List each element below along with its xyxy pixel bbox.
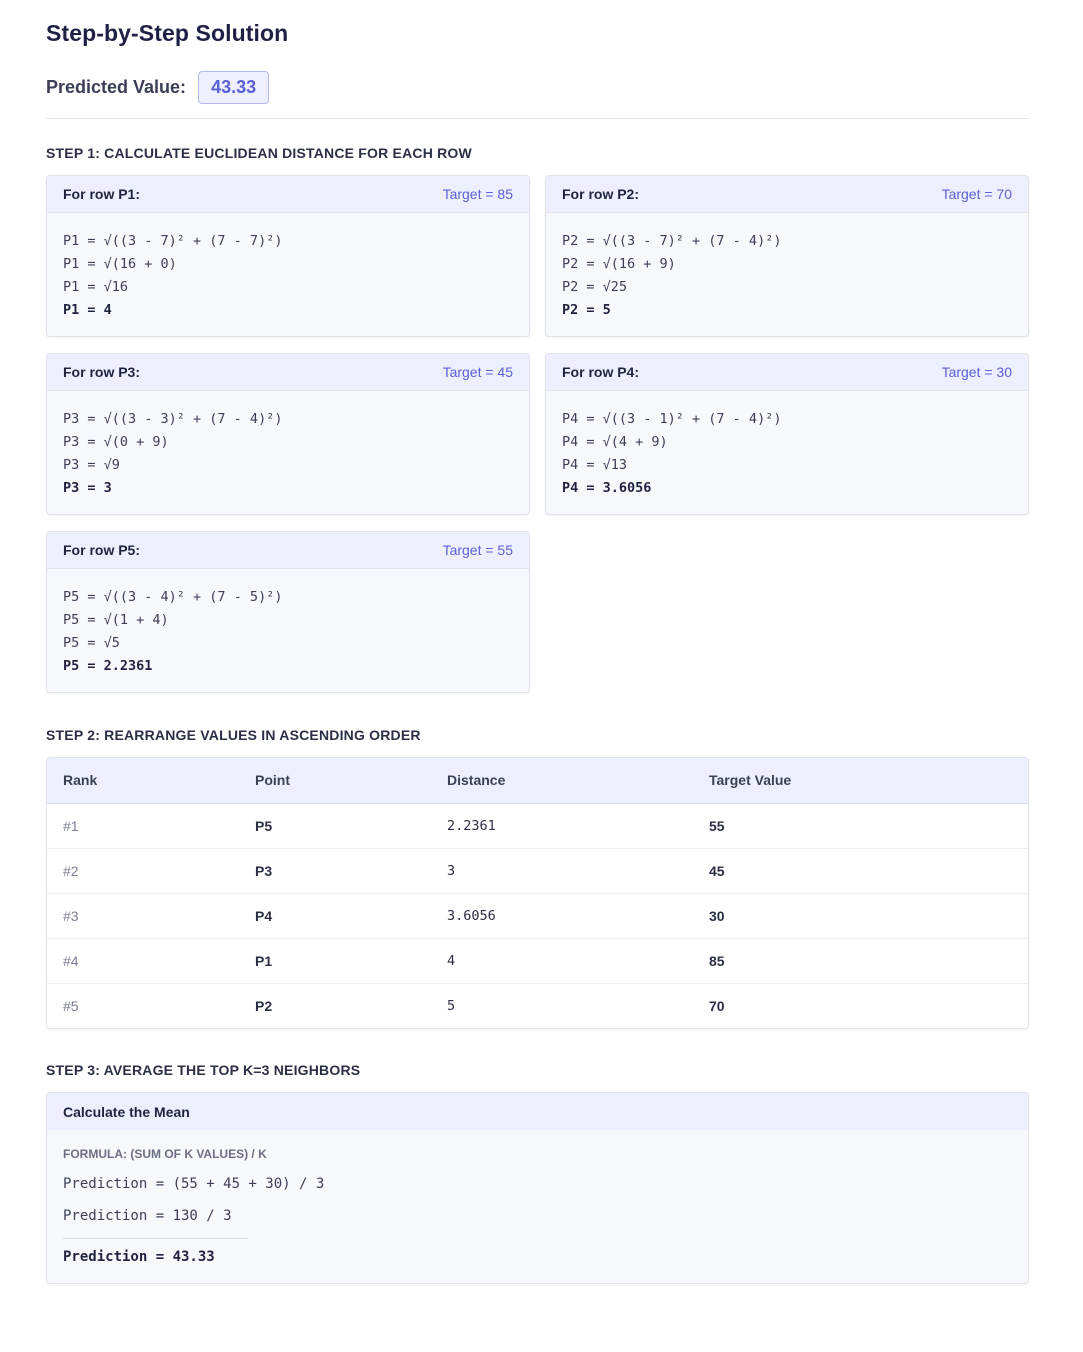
rank-cell: #1: [63, 817, 79, 834]
target-cell: 85: [693, 938, 1028, 983]
mean-card-title: Calculate the Mean: [63, 1103, 190, 1120]
card-title: For row P5:: [63, 542, 141, 558]
calc-line: P2 = √(16 + 9): [562, 256, 676, 272]
target-cell: 45: [693, 848, 1028, 893]
card-header: [47, 176, 529, 213]
card-header: [47, 532, 529, 569]
table-row: [47, 893, 1028, 938]
calc-line: P3 = √((3 - 3)² + (7 - 4)²): [63, 411, 283, 427]
calc-line: P2 = √((3 - 7)² + (7 - 4)²): [562, 233, 782, 249]
distance-cell: 4: [431, 938, 693, 983]
prediction-line-1: Prediction = (55 + 45 + 30) / 3: [63, 1176, 325, 1192]
calc-line: P3 = √(0 + 9): [63, 434, 169, 450]
target-cell: 55: [709, 817, 725, 834]
calc-line: P4 = √((3 - 1)² + (7 - 4)²): [562, 411, 782, 427]
distance-card-p2: [545, 175, 1029, 337]
formula-label: FORMULA: (SUM OF K VALUES) / K: [63, 1147, 267, 1161]
distance-cell: 5: [431, 983, 693, 1028]
calc-result: P5 = 2.2361: [63, 658, 153, 674]
table-row: [47, 803, 1028, 848]
predicted-value-label: Predicted Value:: [46, 77, 187, 97]
card-body: [47, 391, 529, 500]
rank-cell: #5: [47, 983, 239, 1028]
calc-line: P5 = √((3 - 4)² + (7 - 5)²): [63, 589, 283, 605]
predicted-value-badge: 43.33: [198, 71, 269, 104]
card-target: Target = 70: [941, 186, 1012, 202]
step2-heading: STEP 2: REARRANGE VALUES IN ASCENDING ORDER: [46, 727, 421, 743]
column-header-distance: Distance: [431, 758, 693, 803]
calc-result: P1 = 4: [63, 302, 112, 318]
card-title: For row P4:: [562, 364, 640, 380]
distance-cell: 2.2361: [447, 817, 496, 834]
table-row: [47, 938, 1028, 983]
column-header-target: Target Value: [693, 758, 1028, 803]
calc-line: P1 = √16: [63, 279, 129, 295]
distance-card-p5: [46, 531, 530, 693]
calc-line: P4 = √(4 + 9): [562, 434, 668, 450]
distance-card-p3: [46, 353, 530, 515]
calc-line: P4 = √13: [562, 457, 628, 473]
point-cell: P2: [239, 983, 431, 1028]
card-body: [47, 213, 529, 322]
point-cell: P5: [255, 817, 273, 834]
rank-cell: #3: [47, 893, 239, 938]
mean-card: [46, 1092, 1029, 1284]
distance-cell: 3.6056: [431, 893, 693, 938]
card-body: [546, 391, 1028, 500]
mean-card-header: [47, 1093, 1028, 1130]
calc-result: P3 = 3: [63, 480, 112, 496]
column-header-point: Point: [239, 758, 431, 803]
section-divider: [46, 118, 1029, 119]
distance-card-p4: [545, 353, 1029, 515]
calc-line: P2 = √25: [562, 279, 628, 295]
card-title: For row P3:: [63, 364, 141, 380]
rank-cell: #4: [47, 938, 239, 983]
result-divider: [63, 1238, 248, 1239]
predicted-value-row: [46, 71, 269, 104]
card-target: Target = 45: [442, 364, 513, 380]
card-body: [546, 213, 1028, 322]
card-header: [47, 354, 529, 391]
table-row: [47, 848, 1028, 893]
card-header: [546, 354, 1028, 391]
point-cell: P4: [239, 893, 431, 938]
page-title: Step-by-Step Solution: [46, 20, 289, 46]
calc-line: P1 = √(16 + 0): [63, 256, 177, 272]
card-target: Target = 55: [442, 542, 513, 558]
calc-result: P4 = 3.6056: [562, 480, 652, 496]
calc-line: P5 = √(1 + 4): [63, 612, 169, 628]
point-cell: P1: [239, 938, 431, 983]
calc-result: P2 = 5: [562, 302, 611, 318]
card-title: For row P2:: [562, 186, 640, 202]
prediction-result: Prediction = 43.33: [63, 1249, 215, 1265]
calc-line: P1 = √((3 - 7)² + (7 - 7)²): [63, 233, 283, 249]
target-cell: 70: [693, 983, 1028, 1028]
card-target: Target = 85: [442, 186, 513, 202]
point-cell: P3: [239, 848, 431, 893]
rank-cell: #2: [47, 848, 239, 893]
target-cell: 30: [693, 893, 1028, 938]
prediction-line-2: Prediction = 130 / 3: [63, 1208, 232, 1224]
card-body: [47, 569, 529, 678]
column-header-rank: Rank: [47, 758, 239, 803]
calc-line: P5 = √5: [63, 635, 120, 651]
distance-card-p1: [46, 175, 530, 337]
distance-cell: 3: [431, 848, 693, 893]
calc-line: P3 = √9: [63, 457, 120, 473]
card-title: For row P1:: [63, 186, 141, 202]
step3-heading: STEP 3: AVERAGE THE TOP K=3 NEIGHBORS: [46, 1062, 361, 1078]
table-row: [47, 983, 1028, 1028]
card-header: [546, 176, 1028, 213]
table-header-row: [47, 758, 1028, 803]
step1-heading: STEP 1: CALCULATE EUCLIDEAN DISTANCE FOR EACH ROW: [46, 145, 472, 161]
ranking-table: [46, 757, 1029, 1029]
card-target: Target = 30: [941, 364, 1012, 380]
